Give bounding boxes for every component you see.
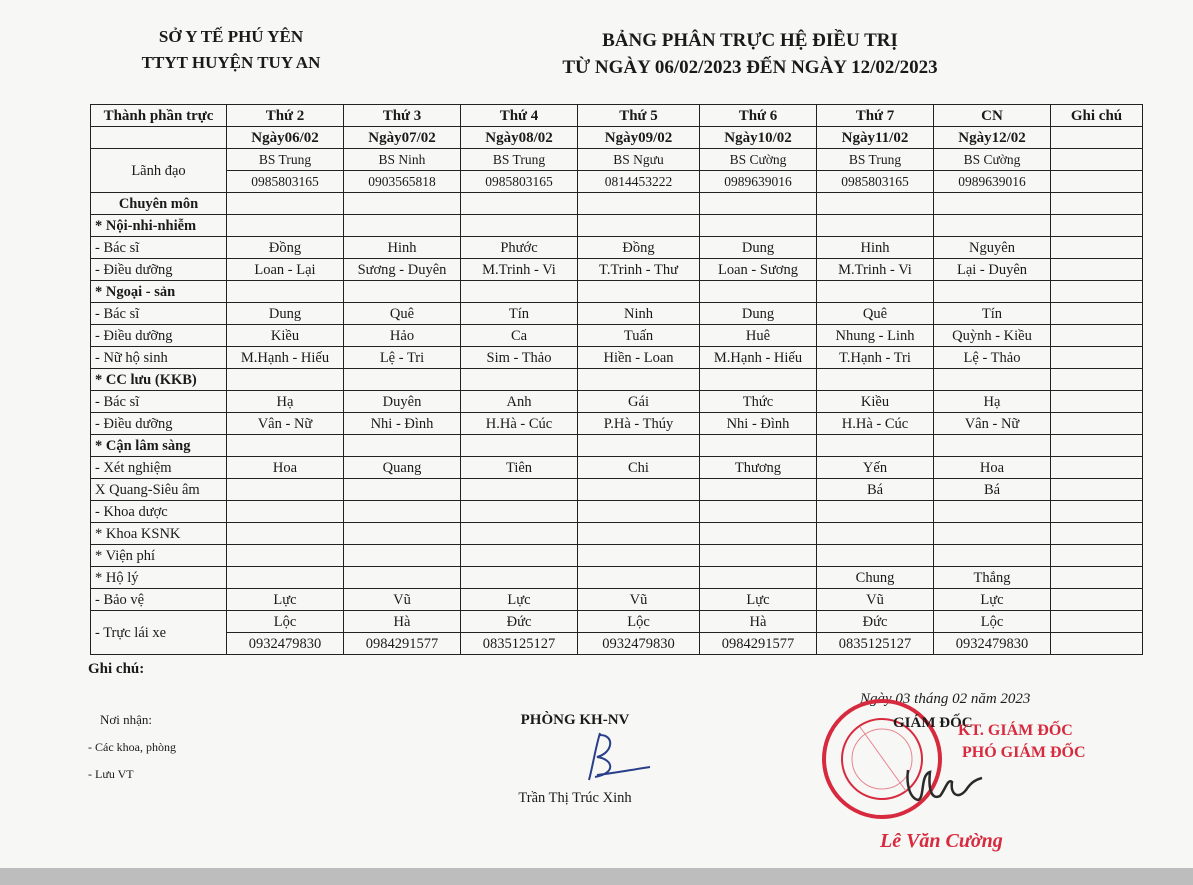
table-row [91,347,1143,369]
duty-cell: Vân - Nữ [227,413,344,435]
duty-cell: H.Hà - Cúc [461,413,578,435]
duty-cell: Nhi - Đình [700,413,817,435]
duty-cell [578,193,700,215]
duty-cell: Dung [700,303,817,325]
duty-cell: M.Hạnh - Hiếu [700,347,817,369]
duty-cell: Nhi - Đình [344,413,461,435]
day-date: Ngày07/02 [344,127,461,149]
leader-phone-row [91,171,1143,193]
duty-cell [227,435,344,457]
notes-cell [1051,127,1143,149]
duty-cell [461,369,578,391]
duty-cell: Hoa [934,457,1051,479]
notes-cell [1051,369,1143,391]
row-label: - Bác sĩ [91,237,227,259]
duty-cell [817,193,934,215]
duty-cell: Chung [817,567,934,589]
document-title [470,27,1030,81]
leader-phone: 0985803165 [227,171,344,193]
duty-schedule-table [90,104,1143,655]
driver-phone: 0835125127 [817,633,934,655]
duty-cell [461,501,578,523]
signer-name: Lê Văn Cường [880,830,1003,852]
table-row [91,501,1143,523]
notes-cell [1051,567,1143,589]
duty-cell: Vân - Nữ [934,413,1051,435]
duty-cell [227,545,344,567]
notes-cell [1051,281,1143,303]
day-name: Thứ 2 [227,105,344,127]
director-title: GIÁM ĐỐC [893,715,973,731]
day-date: Ngày12/02 [934,127,1051,149]
duty-cell: Ninh [578,303,700,325]
duty-cell [461,215,578,237]
duty-cell: Bá [934,479,1051,501]
notes-column-header: Ghi chú [1051,105,1143,127]
table-row [91,545,1143,567]
duty-cell: Lực [934,589,1051,611]
duty-cell: Lực [461,589,578,611]
duty-cell [817,281,934,303]
duty-cell: Tiên [461,457,578,479]
duty-cell [227,501,344,523]
table-row [91,391,1143,413]
row-label: - Bác sĩ [91,303,227,325]
leader-name: BS Trung [817,149,934,171]
leader-phone: 0985803165 [817,171,934,193]
duty-cell [461,281,578,303]
duty-cell [700,501,817,523]
row-label: * Viện phí [91,545,227,567]
table-row [91,457,1143,479]
table-row [91,589,1143,611]
column-header-label: Thành phần trực [91,105,227,127]
driver-name: Lộc [934,611,1051,633]
duty-cell [934,501,1051,523]
department-signer-name: Trần Thị Trúc Xinh [518,790,632,806]
duty-cell [461,523,578,545]
scan-shadow [0,868,1193,885]
duty-cell [700,215,817,237]
driver-phone-row [91,633,1143,655]
notes-cell [1051,589,1143,611]
duty-cell: Nguyên [934,237,1051,259]
table-row [91,435,1143,457]
duty-cell [227,567,344,589]
duty-cell: H.Hà - Cúc [817,413,934,435]
notes-cell [1051,611,1143,633]
duty-cell [578,479,700,501]
duty-cell: Đồng [227,237,344,259]
duty-cell [344,193,461,215]
empty-cell [91,127,227,149]
leader-phone: 0903565818 [344,171,461,193]
vice-director-title: PHÓ GIÁM ĐỐC [962,744,1086,761]
table-row [91,303,1143,325]
duty-cell [344,369,461,391]
day-date: Ngày06/02 [227,127,344,149]
table-row [91,259,1143,281]
duty-cell [817,545,934,567]
duty-cell: Quỳnh - Kiều [934,325,1051,347]
row-label: - Bác sĩ [91,391,227,413]
department-title: PHÒNG KH-NV [520,712,630,728]
duty-cell [700,435,817,457]
duty-cell [578,369,700,391]
leader-name: BS Ngưu [578,149,700,171]
issue-date: Ngày 03 tháng 02 năm 2023 [860,691,1031,707]
duty-cell: Sim - Thảo [461,347,578,369]
day-name: Thứ 4 [461,105,578,127]
director-signature [900,760,990,805]
duty-cell [344,501,461,523]
duty-cell [344,545,461,567]
notes-cell [1051,193,1143,215]
duty-cell [344,435,461,457]
table-row [91,325,1143,347]
duty-cell [934,215,1051,237]
duty-cell: Quê [344,303,461,325]
duty-cell: Dung [700,237,817,259]
row-label: - Nữ hộ sinh [91,347,227,369]
duty-cell: M.Hạnh - Hiếu [227,347,344,369]
driver-phone: 0984291577 [700,633,817,655]
org-header [96,24,366,76]
leader-name: BS Trung [227,149,344,171]
duty-cell [227,479,344,501]
leader-name: BS Trung [461,149,578,171]
row-label: - Khoa dược [91,501,227,523]
duty-cell: Phước [461,237,578,259]
duty-cell [461,567,578,589]
org-line-2: TTYT HUYỆN TUY AN [141,53,321,72]
duty-cell: Hạ [227,391,344,413]
driver-phone: 0932479830 [934,633,1051,655]
day-name: Thứ 3 [344,105,461,127]
row-label: X Quang-Siêu âm [91,479,227,501]
duty-cell [700,567,817,589]
duty-cell: Thắng [934,567,1051,589]
duty-cell: M.Trinh - Vi [817,259,934,281]
duty-cell: Anh [461,391,578,413]
duty-cell [461,545,578,567]
duty-cell [817,435,934,457]
duty-cell [578,567,700,589]
table-row [91,237,1143,259]
row-label: * Khoa KSNK [91,523,227,545]
duty-cell [578,435,700,457]
recipient-item-1: - Các khoa, phòng [88,740,176,754]
department-signature [575,725,655,785]
duty-cell: Thương [700,457,817,479]
duty-cell: Ca [461,325,578,347]
table-row [91,413,1143,435]
notes-cell [1051,633,1143,655]
duty-cell: Thức [700,391,817,413]
driver-phone: 0835125127 [461,633,578,655]
leader-name: BS Cường [700,149,817,171]
leader-phone: 0814453222 [578,171,700,193]
notes-cell [1051,391,1143,413]
notes-cell [1051,523,1143,545]
driver-phone: 0932479830 [578,633,700,655]
duty-cell [700,369,817,391]
duty-cell [461,435,578,457]
leader-name: BS Cường [934,149,1051,171]
notes-cell [1051,149,1143,171]
duty-cell [461,193,578,215]
table-row [91,567,1143,589]
row-label: * Nội-nhi-nhiễm [91,215,227,237]
driver-name: Lộc [227,611,344,633]
duty-cell [578,545,700,567]
duty-cell: Kiều [817,391,934,413]
notes-cell [1051,259,1143,281]
duty-cell [934,193,1051,215]
driver-phone: 0984291577 [344,633,461,655]
duty-cell: Duyên [344,391,461,413]
duty-cell [578,215,700,237]
recipient-item-2: - Lưu VT [88,767,134,781]
day-date: Ngày11/02 [817,127,934,149]
duty-cell: Hạ [934,391,1051,413]
duty-cell: Lệ - Thảo [934,347,1051,369]
leader-name: BS Ninh [344,149,461,171]
duty-cell: Tín [934,303,1051,325]
title-line-2: TỪ NGÀY 06/02/2023 ĐẾN NGÀY 12/02/2023 [562,57,938,78]
notes-cell [1051,171,1143,193]
recipients-label: Nơi nhận: [100,712,153,727]
duty-cell: Hinh [817,237,934,259]
duty-cell [578,281,700,303]
driver-name: Đức [461,611,578,633]
duty-cell [817,215,934,237]
duty-cell [227,215,344,237]
duty-cell: Sương - Duyên [344,259,461,281]
driver-name: Đức [817,611,934,633]
duty-cell [934,545,1051,567]
notes-cell [1051,479,1143,501]
duty-cell: Bá [817,479,934,501]
duty-cell: Loan - Sương [700,259,817,281]
duty-cell: Hoa [227,457,344,479]
table-row [91,281,1143,303]
duty-cell: Quê [817,303,934,325]
day-date: Ngày10/02 [700,127,817,149]
duty-cell: M.Trinh - Vi [461,259,578,281]
table-row [91,479,1143,501]
duty-cell [344,523,461,545]
duty-cell [461,479,578,501]
leader-phone: 0989639016 [934,171,1051,193]
duty-cell [934,369,1051,391]
day-name: Thứ 7 [817,105,934,127]
duty-cell [227,281,344,303]
row-label: - Bảo vệ [91,589,227,611]
duty-cell [344,479,461,501]
leader-phone: 0985803165 [461,171,578,193]
duty-cell [934,523,1051,545]
row-label: Lãnh đạo [91,149,227,193]
table-row [91,215,1143,237]
day-date: Ngày08/02 [461,127,578,149]
notes-cell [1051,215,1143,237]
driver-row [91,611,1143,633]
header-row-days [91,105,1143,127]
duty-cell: Loan - Lại [227,259,344,281]
driver-name: Lộc [578,611,700,633]
notes-cell [1051,501,1143,523]
duty-cell [344,215,461,237]
notes-label: Ghi chú: [88,661,145,677]
duty-cell: Lực [700,589,817,611]
duty-cell [700,479,817,501]
duty-cell [700,545,817,567]
duty-cell [344,567,461,589]
duty-cell [700,523,817,545]
day-date: Ngày09/02 [578,127,700,149]
duty-cell: Lệ - Tri [344,347,461,369]
duty-cell: Lại - Duyên [934,259,1051,281]
row-label: * CC lưu (KKB) [91,369,227,391]
duty-cell: Chi [578,457,700,479]
leader-phone: 0989639016 [700,171,817,193]
notes-cell [1051,545,1143,567]
duty-cell [227,523,344,545]
title-line-1: BẢNG PHÂN TRỰC HỆ ĐIỀU TRỊ [602,30,898,51]
duty-cell: Hinh [344,237,461,259]
duty-cell: Quang [344,457,461,479]
driver-name: Hà [344,611,461,633]
row-label: - Điều dưỡng [91,259,227,281]
notes-cell [1051,325,1143,347]
kt-director-title: KT. GIÁM ĐỐC [958,722,1073,739]
duty-cell: T.Hạnh - Tri [817,347,934,369]
duty-cell [578,501,700,523]
row-label: * Ngoại - sản [91,281,227,303]
duty-cell: Hảo [344,325,461,347]
duty-cell [227,369,344,391]
table-row [91,369,1143,391]
duty-cell [817,523,934,545]
duty-cell [700,281,817,303]
duty-cell: Yến [817,457,934,479]
row-label: - Điều dưỡng [91,413,227,435]
duty-cell: Huê [700,325,817,347]
row-label: - Xét nghiệm [91,457,227,479]
duty-cell [934,435,1051,457]
duty-cell [227,193,344,215]
table-row [91,193,1143,215]
leader-row [91,149,1143,171]
notes-cell [1051,413,1143,435]
duty-cell: Tín [461,303,578,325]
duty-cell [700,193,817,215]
duty-cell: Vũ [344,589,461,611]
duty-cell [934,281,1051,303]
duty-cell [578,523,700,545]
notes-cell [1051,303,1143,325]
day-name: CN [934,105,1051,127]
duty-cell: Vũ [578,589,700,611]
duty-cell: Lực [227,589,344,611]
duty-cell: Vũ [817,589,934,611]
duty-cell: Đồng [578,237,700,259]
row-label: Chuyên môn [91,193,227,215]
table-row [91,523,1143,545]
row-label: * Cận lâm sàng [91,435,227,457]
duty-cell [817,369,934,391]
duty-cell: Kiều [227,325,344,347]
day-name: Thứ 6 [700,105,817,127]
duty-cell [344,281,461,303]
notes-cell [1051,347,1143,369]
row-label: - Điều dưỡng [91,325,227,347]
duty-cell: Tuấn [578,325,700,347]
row-label: * Hộ lý [91,567,227,589]
driver-phone: 0932479830 [227,633,344,655]
duty-cell: Hiền - Loan [578,347,700,369]
org-line-1: SỞ Y TẾ PHÚ YÊN [158,27,304,46]
driver-name: Hà [700,611,817,633]
notes-cell [1051,237,1143,259]
row-label: - Trực lái xe [91,611,227,655]
notes-cell [1051,435,1143,457]
duty-cell: T.Trinh - Thư [578,259,700,281]
header-row-dates [91,127,1143,149]
notes-cell [1051,457,1143,479]
duty-cell: P.Hà - Thúy [578,413,700,435]
duty-cell: Dung [227,303,344,325]
duty-cell: Nhung - Linh [817,325,934,347]
duty-cell [817,501,934,523]
duty-cell: Gái [578,391,700,413]
day-name: Thứ 5 [578,105,700,127]
